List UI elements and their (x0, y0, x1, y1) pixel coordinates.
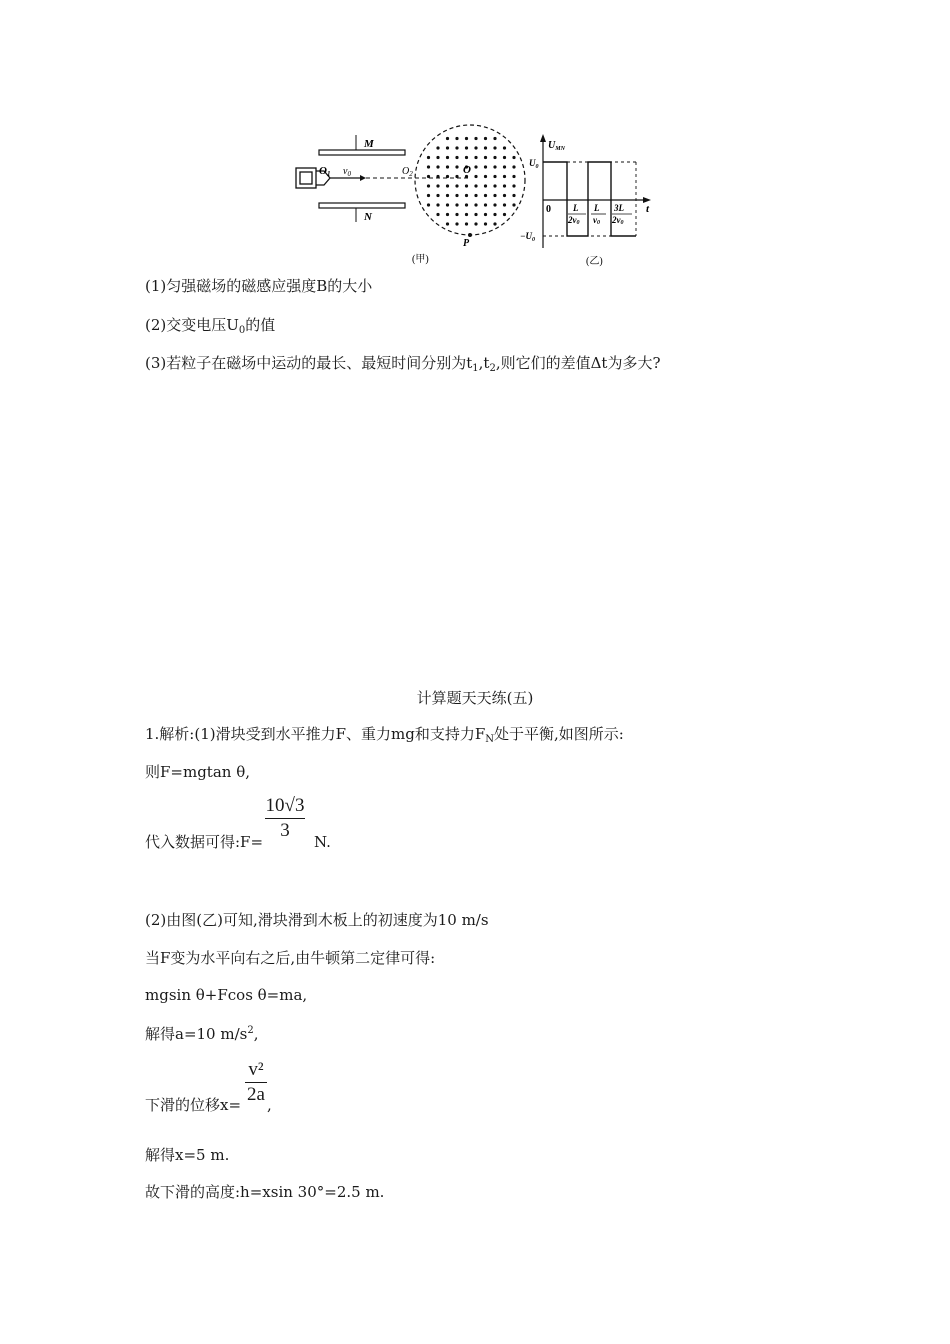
origin-label: 0 (546, 204, 551, 215)
field-dot (493, 137, 496, 140)
question-1: (1)匀强磁场的磁感应强度B的大小 (145, 277, 373, 295)
field-dot (455, 156, 458, 159)
field-dot (436, 184, 439, 187)
svg-text:3L: 3L (614, 203, 624, 213)
answer-line-2: 则F=mgtan θ, (145, 763, 251, 781)
svg-text:v0: v0 (593, 215, 600, 226)
field-dot (493, 203, 496, 206)
field-dot (446, 137, 449, 140)
field-dot (493, 146, 496, 149)
field-dot (474, 165, 477, 168)
field-dot (503, 203, 506, 206)
field-dot (455, 203, 458, 206)
field-dot (455, 222, 458, 225)
field-dot (465, 137, 468, 140)
field-dot (474, 222, 477, 225)
field-dot (446, 213, 449, 216)
field-dot (512, 165, 515, 168)
answer-line-1: 1.解析:(1)滑块受到水平推力F、重力mg和支持力$F_N$处于平衡,如图所示: (145, 725, 624, 745)
field-dot (465, 194, 468, 197)
field-dot (455, 165, 458, 168)
field-dot (484, 156, 487, 159)
svg-text:L: L (594, 203, 600, 213)
field-dot (465, 203, 468, 206)
y-axis-label: $U_{MN}$ (548, 140, 565, 152)
field-dot (512, 156, 515, 159)
plate-N (319, 203, 405, 208)
plate-M (319, 150, 405, 155)
field-dot (427, 175, 430, 178)
field-dot (455, 213, 458, 216)
caption-yi: (乙) (586, 256, 603, 267)
label-O2: $O_2$ (402, 166, 413, 178)
tick-L-over-v0 (591, 203, 606, 226)
answer-line-6: mgsin θ+Fcos θ=ma, (145, 986, 308, 1004)
label-P: P (463, 238, 470, 249)
answer-line-10: 故下滑的高度:h=xsin 30°=2.5 m. (145, 1183, 385, 1201)
x-axis-label: t (646, 203, 650, 215)
field-dot (436, 203, 439, 206)
svg-text:L: L (573, 203, 579, 213)
field-dot (446, 222, 449, 225)
answer-line-3: 代入数据可得:F= (145, 833, 264, 851)
question-3: (3)若粒子在磁场中运动的最长、最短时间分别为$t_1,t_2$,则它们的差值Δt为多大? (145, 354, 661, 374)
U0-label: $U_0$ (529, 158, 539, 170)
field-circle (415, 125, 525, 235)
field-dot (427, 156, 430, 159)
field-dot (465, 184, 468, 187)
field-dot (474, 194, 477, 197)
field-dot (474, 184, 477, 187)
field-dot (436, 213, 439, 216)
field-dot (493, 175, 496, 178)
answer-line-4: (2)由图(乙)可知,滑块滑到木板上的初速度为10 m/s (145, 911, 489, 929)
field-dot (484, 194, 487, 197)
field-dot (446, 165, 449, 168)
field-dot (455, 175, 458, 178)
field-dot (503, 165, 506, 168)
field-dot (446, 146, 449, 149)
label-M: M (364, 138, 374, 150)
field-dot (484, 165, 487, 168)
field-dot (503, 156, 506, 159)
field-dot (474, 146, 477, 149)
field-dot (455, 137, 458, 140)
physics-figure (0, 0, 950, 275)
field-dot (503, 213, 506, 216)
question-2: (2)交变电压$U_0$的值 (145, 316, 276, 336)
svg-text:2v0: 2v0 (568, 215, 580, 226)
field-dot (427, 165, 430, 168)
field-dot (446, 175, 449, 178)
field-dot (436, 194, 439, 197)
field-dot (474, 203, 477, 206)
tick-L-over-2v0 (567, 203, 586, 226)
field-dot (512, 175, 515, 178)
answer-line-3-unit: N. (314, 833, 331, 851)
field-dot (436, 175, 439, 178)
field-dot (484, 203, 487, 206)
field-dot (446, 203, 449, 206)
field-dot (503, 194, 506, 197)
field-dot (493, 194, 496, 197)
field-dot (446, 184, 449, 187)
point-P (468, 233, 472, 237)
field-dot (465, 156, 468, 159)
field-dot (493, 156, 496, 159)
field-dot (503, 184, 506, 187)
field-dot (455, 146, 458, 149)
fraction-10root3-over-3: 10√3 3 (265, 795, 305, 841)
field-dot (436, 146, 439, 149)
field-dot (484, 222, 487, 225)
label-O1: O1 (319, 165, 331, 178)
field-dot (446, 156, 449, 159)
field-dot (484, 137, 487, 140)
field-dot (512, 184, 515, 187)
field-dot (512, 194, 515, 197)
answer-title: 计算题天天练(五) (416, 689, 534, 707)
field-dot (474, 156, 477, 159)
label-v0: $v_0$ (343, 166, 351, 178)
field-dot (474, 175, 477, 178)
field-dot (455, 194, 458, 197)
field-dot (503, 175, 506, 178)
field-dot (427, 203, 430, 206)
answer-line-8-comma: , (267, 1096, 272, 1114)
label-O: O (463, 164, 471, 176)
field-dot (465, 146, 468, 149)
field-dot (455, 184, 458, 187)
answer-line-9: 解得x=5 m. (145, 1146, 230, 1164)
answer-line-8: 下滑的位移x= (145, 1096, 242, 1114)
label-N: N (364, 211, 372, 223)
field-dot (484, 146, 487, 149)
tick-3L-over-2v0 (611, 203, 632, 226)
field-dot (465, 213, 468, 216)
field-dot (474, 213, 477, 216)
field-dot (493, 184, 496, 187)
field-dot (474, 137, 477, 140)
answer-line-7: 解得a=10 $m/s^2$, (145, 1025, 259, 1043)
field-dot (465, 222, 468, 225)
field-dot (493, 222, 496, 225)
field-dot (512, 203, 515, 206)
field-dot (427, 194, 430, 197)
field-dot (446, 194, 449, 197)
field-dot (503, 146, 506, 149)
field-dot (427, 184, 430, 187)
field-dot (484, 175, 487, 178)
answer-line-5: 当F变为水平向右之后,由牛顿第二定律可得: (145, 949, 436, 967)
field-dot (436, 156, 439, 159)
fraction-v2-over-2a: v² 2a (245, 1058, 267, 1107)
caption-jia: (甲) (412, 254, 429, 265)
field-dots (427, 137, 516, 226)
minus-U0-label: $-U_0$ (520, 231, 535, 243)
field-dot (484, 184, 487, 187)
svg-text:2v0: 2v0 (612, 215, 624, 226)
field-dot (493, 165, 496, 168)
field-dot (484, 213, 487, 216)
field-dot (493, 213, 496, 216)
field-dot (436, 165, 439, 168)
